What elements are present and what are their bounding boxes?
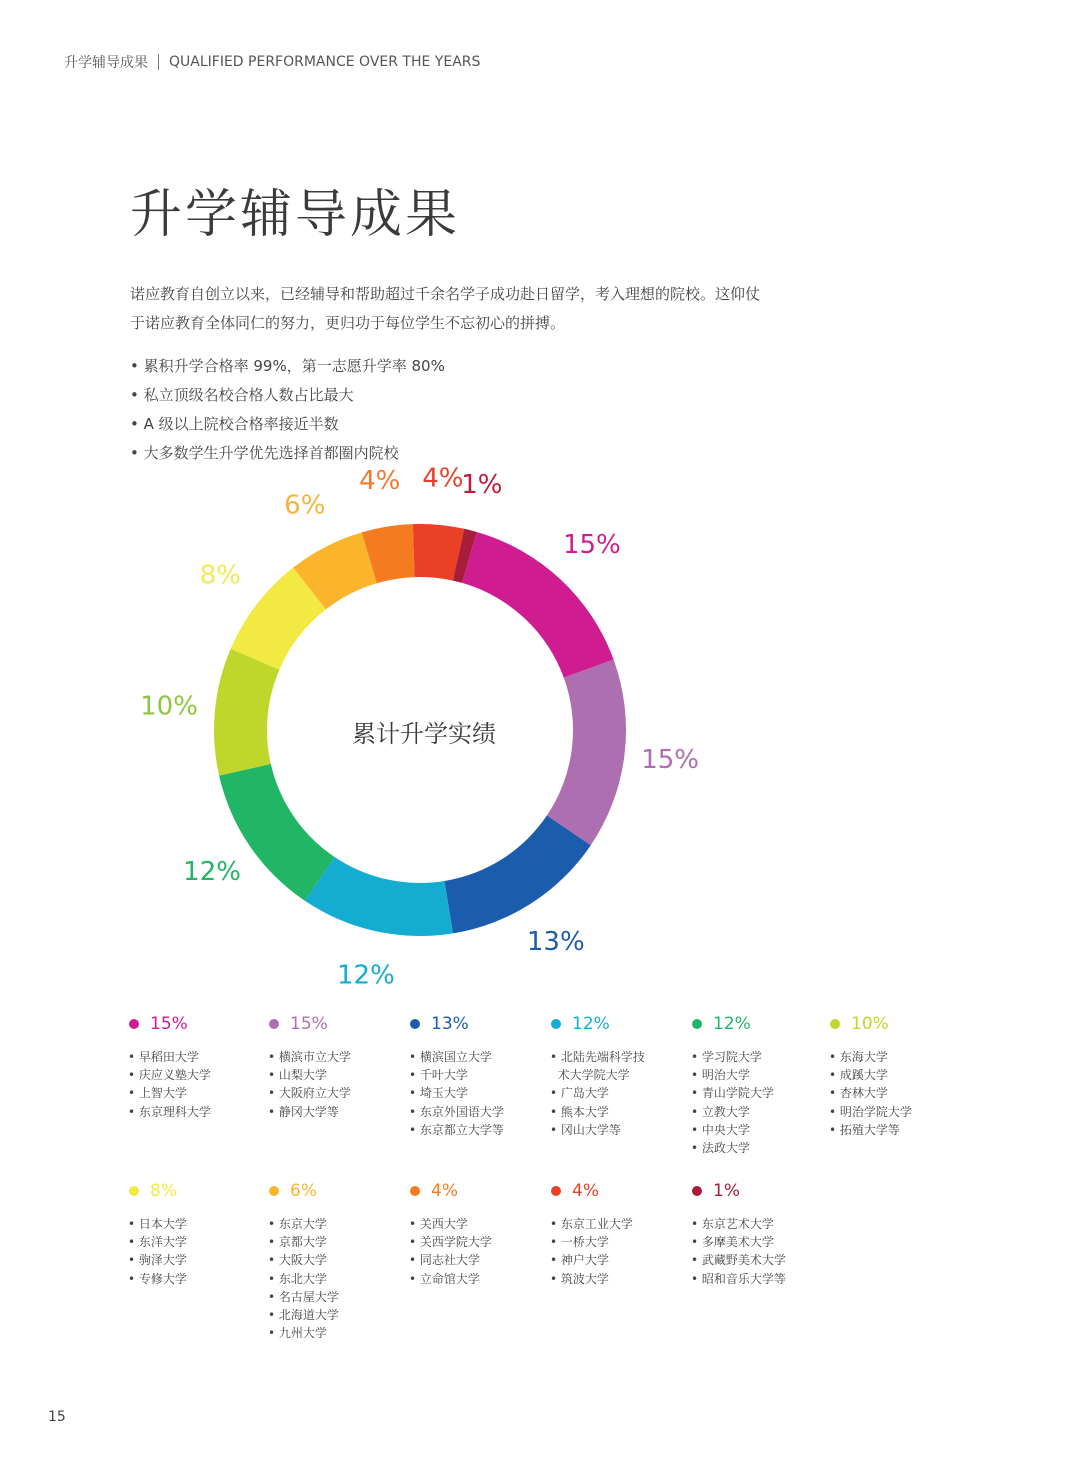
school-item: • 横滨国立大学 xyxy=(409,1048,549,1066)
school-item: • 上智大学 xyxy=(128,1084,268,1102)
school-item: • 名古屋大学 xyxy=(268,1288,408,1306)
school-item: • 立教大学 xyxy=(691,1103,831,1121)
legend-percent: 15% xyxy=(290,1014,328,1034)
legend-group xyxy=(128,1181,268,1288)
school-item: • 东京大学 xyxy=(268,1215,408,1233)
legend-dot-icon xyxy=(410,1186,420,1196)
school-item: • 北陆先端科学技 xyxy=(550,1048,690,1066)
school-item: • 埼玉大学 xyxy=(409,1084,549,1102)
legend-group xyxy=(128,1014,268,1121)
page-number: 15 xyxy=(48,1409,66,1425)
legend-group xyxy=(409,1014,549,1139)
legend-group xyxy=(268,1014,408,1121)
legend-percent: 12% xyxy=(572,1014,610,1034)
school-item: • 中央大学 xyxy=(691,1121,831,1139)
school-list xyxy=(409,1048,549,1139)
school-item: 术大学院大学 xyxy=(557,1068,630,1083)
school-list xyxy=(128,1048,268,1121)
school-item: • 武藏野美术大学 xyxy=(691,1251,831,1269)
legend-header xyxy=(268,1014,408,1034)
slice-label: 15% xyxy=(641,745,700,776)
legend-percent: 1% xyxy=(713,1181,740,1201)
school-list xyxy=(691,1048,831,1157)
legend-dot-icon xyxy=(129,1019,139,1029)
school-item: • 冈山大学等 xyxy=(550,1121,690,1139)
school-item: • 明治学院大学 xyxy=(829,1103,969,1121)
school-item: • 东京艺术大学 xyxy=(691,1215,831,1233)
header-title-en: QUALIFIED PERFORMANCE OVER THE YEARS xyxy=(169,54,481,70)
school-item: • 昭和音乐大学等 xyxy=(691,1270,831,1288)
school-item: • 京都大学 xyxy=(268,1233,408,1251)
school-item: • 立命馆大学 xyxy=(409,1270,549,1288)
school-item: • 青山学院大学 xyxy=(691,1084,831,1102)
school-item: • 杏林大学 xyxy=(829,1084,969,1102)
school-item: • 广岛大学 xyxy=(550,1084,690,1102)
slice-label: 12% xyxy=(336,960,395,991)
school-list xyxy=(268,1048,408,1121)
school-item: • 早稻田大学 xyxy=(128,1048,268,1066)
donut-chart xyxy=(0,463,800,991)
legend-header xyxy=(128,1181,268,1201)
slice-label: 4% xyxy=(359,465,401,496)
legend-percent: 4% xyxy=(572,1181,599,1201)
legend-dot-icon xyxy=(269,1019,279,1029)
header-divider xyxy=(158,54,159,70)
school-list xyxy=(691,1215,831,1288)
highlight-item: • 私立顶级名校合格人数占比最大 xyxy=(130,381,445,410)
legend-dot-icon xyxy=(129,1186,139,1196)
school-item: • 筑波大学 xyxy=(550,1270,690,1288)
donut-slice xyxy=(444,816,590,934)
school-item: • 神户大学 xyxy=(550,1251,690,1269)
legend-group xyxy=(691,1014,831,1157)
school-list xyxy=(268,1215,408,1342)
slice-label: 15% xyxy=(562,530,621,561)
legend-percent: 12% xyxy=(713,1014,751,1034)
slice-label: 6% xyxy=(284,490,326,521)
slice-label: 12% xyxy=(183,856,241,887)
school-item: • 静冈大学等 xyxy=(268,1103,408,1121)
school-item: • 北海道大学 xyxy=(268,1306,408,1324)
school-item: • 关西学院大学 xyxy=(409,1233,549,1251)
school-item: • 横滨市立大学 xyxy=(268,1048,408,1066)
school-item: • 同志社大学 xyxy=(409,1251,549,1269)
legend-percent: 13% xyxy=(431,1014,469,1034)
legend-dot-icon xyxy=(269,1186,279,1196)
page-title: 升学辅导成果 xyxy=(130,185,461,245)
legend-header xyxy=(691,1181,831,1201)
school-item: • 东京都立大学等 xyxy=(409,1121,549,1139)
school-item: • 熊本大学 xyxy=(550,1103,690,1121)
school-list xyxy=(550,1048,690,1139)
school-item: • 千叶大学 xyxy=(409,1066,549,1084)
donut-slice xyxy=(305,857,453,936)
school-item: • 法政大学 xyxy=(691,1139,831,1157)
legend-group xyxy=(550,1014,690,1139)
legend-percent: 15% xyxy=(150,1014,188,1034)
school-item: • 大阪府立大学 xyxy=(268,1084,408,1102)
legend-percent: 8% xyxy=(150,1181,177,1201)
legend-header xyxy=(550,1181,690,1201)
legend-header xyxy=(409,1014,549,1034)
school-item: • 东洋大学 xyxy=(128,1233,268,1251)
legend-group xyxy=(691,1181,831,1288)
highlight-item: • 累积升学合格率 99%，第一志愿升学率 80% xyxy=(130,352,445,381)
school-item: • 大阪大学 xyxy=(268,1251,408,1269)
header-title-cn: 升学辅导成果 xyxy=(64,55,148,71)
donut-slice xyxy=(547,660,626,846)
school-item: • 庆应义塾大学 xyxy=(128,1066,268,1084)
school-item: • 东海大学 xyxy=(829,1048,969,1066)
school-item: • 东京理科大学 xyxy=(128,1103,268,1121)
legend-header xyxy=(409,1181,549,1201)
school-item: • 驹泽大学 xyxy=(128,1251,268,1269)
legend-percent: 4% xyxy=(431,1181,458,1201)
highlights-list xyxy=(130,352,445,468)
legend-group xyxy=(268,1181,408,1342)
legend-header xyxy=(128,1014,268,1034)
legend-dot-icon xyxy=(551,1186,561,1196)
legend-group xyxy=(550,1181,690,1288)
school-item: • 成蹊大学 xyxy=(829,1066,969,1084)
legend-dot-icon xyxy=(692,1186,702,1196)
legend-dot-icon xyxy=(410,1019,420,1029)
slice-label: 13% xyxy=(526,926,585,957)
school-item: • 日本大学 xyxy=(128,1215,268,1233)
legend-percent: 6% xyxy=(290,1181,317,1201)
donut-slice xyxy=(214,649,279,776)
school-item: • 东京工业大学 xyxy=(550,1215,690,1233)
school-item: • 多摩美术大学 xyxy=(691,1233,831,1251)
highlight-item: • 大多数学生升学优先选择首都圈内院校 xyxy=(130,439,445,468)
legend-header xyxy=(550,1014,690,1034)
school-list xyxy=(550,1215,690,1288)
school-item: • 东北大学 xyxy=(268,1270,408,1288)
legend-header xyxy=(829,1014,969,1034)
school-item: • 一桥大学 xyxy=(550,1233,690,1251)
highlight-item: • A 级以上院校合格率接近半数 xyxy=(130,410,445,439)
legend-dot-icon xyxy=(692,1019,702,1029)
legend-header xyxy=(691,1014,831,1034)
intro-paragraph: 诺应教育自创立以来，已经辅导和帮助超过千余名学子成功赴日留学，考入理想的院校。这仰仗于诺应教育全体同仁的努力，更归功于每位学生不忘初心的拼搏。 xyxy=(130,285,761,332)
school-item: • 明治大学 xyxy=(691,1066,831,1084)
legend-group xyxy=(409,1181,549,1288)
slice-label: 1% xyxy=(461,470,503,501)
school-list xyxy=(409,1215,549,1288)
school-list xyxy=(128,1215,268,1288)
legend-dot-icon xyxy=(551,1019,561,1029)
page-header xyxy=(64,52,480,72)
school-item: • 山梨大学 xyxy=(268,1066,408,1084)
chart-center-label: 累计升学实绩 xyxy=(352,720,496,748)
school-item: • 关西大学 xyxy=(409,1215,549,1233)
legend-header xyxy=(268,1181,408,1201)
legend-dot-icon xyxy=(830,1019,840,1029)
school-item: • 东京外国语大学 xyxy=(409,1103,549,1121)
school-item: • 拓殖大学等 xyxy=(829,1121,969,1139)
slice-label: 8% xyxy=(199,560,241,591)
slice-label: 4% xyxy=(422,463,464,494)
school-list xyxy=(829,1048,969,1139)
school-item: • 学习院大学 xyxy=(691,1048,831,1066)
school-item: • 专修大学 xyxy=(128,1270,268,1288)
school-item: • 九州大学 xyxy=(268,1324,408,1342)
slice-label: 10% xyxy=(140,691,198,722)
legend-group xyxy=(829,1014,969,1139)
legend-percent: 10% xyxy=(851,1014,889,1034)
